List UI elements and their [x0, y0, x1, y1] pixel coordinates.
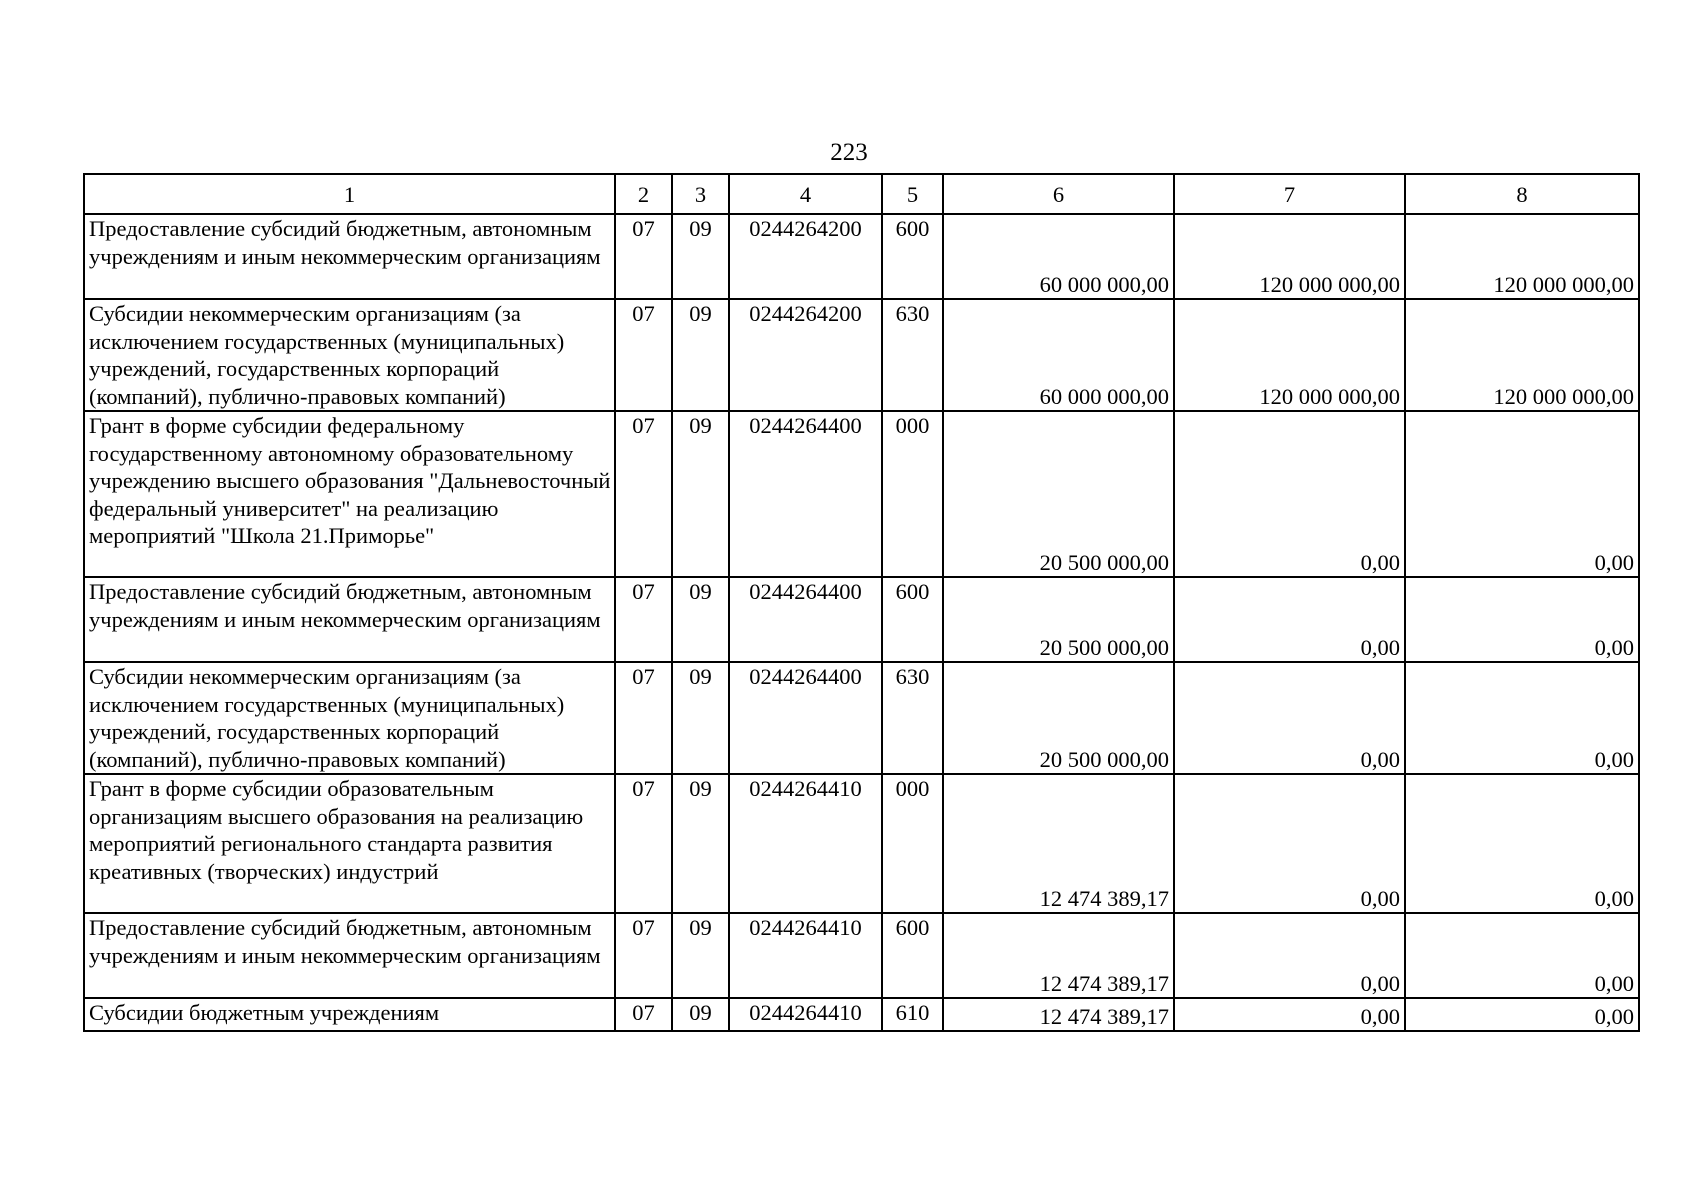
amount-col8: 0,00 — [1405, 577, 1639, 662]
target-code: 0244264200 — [729, 214, 882, 299]
column-header: 4 — [729, 174, 882, 214]
amount-col7: 0,00 — [1174, 577, 1405, 662]
row-name: Предоставление субсидий бюджетным, автономным учреждениям и иным некоммерческим организациям — [84, 577, 615, 662]
expense-type-code: 630 — [882, 662, 943, 774]
row-name: Субсидии некоммерческим организациям (за исключением государственных (муниципальных) учреждений, государственных корпораций (компаний), публично-правовых компаний) — [84, 662, 615, 774]
column-header: 3 — [672, 174, 729, 214]
amount-col7: 0,00 — [1174, 774, 1405, 913]
column-header: 1 — [84, 174, 615, 214]
table-row — [84, 299, 1639, 411]
column-header: 8 — [1405, 174, 1639, 214]
amount-col6: 60 000 000,00 — [943, 214, 1174, 299]
column-header: 7 — [1174, 174, 1405, 214]
target-code: 0244264400 — [729, 577, 882, 662]
table-row — [84, 214, 1639, 299]
target-code: 0244264400 — [729, 411, 882, 577]
table-row — [84, 913, 1639, 998]
amount-col6: 20 500 000,00 — [943, 577, 1174, 662]
amount-col7: 120 000 000,00 — [1174, 214, 1405, 299]
amount-col8: 0,00 — [1405, 913, 1639, 998]
amount-col8: 0,00 — [1405, 662, 1639, 774]
column-header: 5 — [882, 174, 943, 214]
section-code: 07 — [615, 577, 672, 662]
section-code: 07 — [615, 913, 672, 998]
amount-col8: 0,00 — [1405, 774, 1639, 913]
section-code: 07 — [615, 774, 672, 913]
amount-col7: 0,00 — [1174, 998, 1405, 1031]
amount-col6: 12 474 389,17 — [943, 774, 1174, 913]
amount-col6: 60 000 000,00 — [943, 299, 1174, 411]
budget-table — [83, 173, 1640, 1032]
expense-type-code: 600 — [882, 913, 943, 998]
amount-col6: 20 500 000,00 — [943, 411, 1174, 577]
section-code: 07 — [615, 299, 672, 411]
table-row — [84, 411, 1639, 577]
amount-col6: 12 474 389,17 — [943, 998, 1174, 1031]
subsection-code: 09 — [672, 913, 729, 998]
expense-type-code: 610 — [882, 998, 943, 1031]
row-name: Грант в форме субсидии образовательным организациям высшего образования на реализацию мероприятий регионального стандарта развития креативных (творческих) индустрий — [84, 774, 615, 913]
subsection-code: 09 — [672, 299, 729, 411]
table-row — [84, 774, 1639, 913]
page-number: 223 — [830, 139, 868, 166]
section-code: 07 — [615, 662, 672, 774]
amount-col7: 0,00 — [1174, 913, 1405, 998]
amount-col6: 20 500 000,00 — [943, 662, 1174, 774]
subsection-code: 09 — [672, 577, 729, 662]
amount-col7: 0,00 — [1174, 411, 1405, 577]
target-code: 0244264200 — [729, 299, 882, 411]
column-header: 6 — [943, 174, 1174, 214]
subsection-code: 09 — [672, 774, 729, 913]
expense-type-code: 600 — [882, 214, 943, 299]
target-code: 0244264410 — [729, 774, 882, 913]
amount-col8: 120 000 000,00 — [1405, 214, 1639, 299]
expense-type-code: 000 — [882, 411, 943, 577]
row-name: Предоставление субсидий бюджетным, автономным учреждениям и иным некоммерческим организациям — [84, 913, 615, 998]
section-code: 07 — [615, 998, 672, 1031]
amount-col7: 0,00 — [1174, 662, 1405, 774]
target-code: 0244264410 — [729, 998, 882, 1031]
expense-type-code: 600 — [882, 577, 943, 662]
table-row — [84, 662, 1639, 774]
section-code: 07 — [615, 214, 672, 299]
section-code: 07 — [615, 411, 672, 577]
header-row — [84, 174, 1639, 214]
amount-col8: 120 000 000,00 — [1405, 299, 1639, 411]
target-code: 0244264400 — [729, 662, 882, 774]
subsection-code: 09 — [672, 998, 729, 1031]
expense-type-code: 630 — [882, 299, 943, 411]
row-name: Субсидии некоммерческим организациям (за исключением государственных (муниципальных) учреждений, государственных корпораций (компаний), публично-правовых компаний) — [84, 299, 615, 411]
subsection-code: 09 — [672, 662, 729, 774]
table-row — [84, 577, 1639, 662]
subsection-code: 09 — [672, 411, 729, 577]
table-row — [84, 998, 1639, 1031]
amount-col8: 0,00 — [1405, 998, 1639, 1031]
target-code: 0244264410 — [729, 913, 882, 998]
expense-type-code: 000 — [882, 774, 943, 913]
row-name: Грант в форме субсидии федеральному государственному автономному образовательному учреждению высшего образования "Дальневосточный федеральный университет" на реализацию мероприятий "Школа 21.Приморье" — [84, 411, 615, 577]
row-name: Субсидии бюджетным учреждениям — [84, 998, 615, 1031]
subsection-code: 09 — [672, 214, 729, 299]
amount-col7: 120 000 000,00 — [1174, 299, 1405, 411]
amount-col6: 12 474 389,17 — [943, 913, 1174, 998]
column-header: 2 — [615, 174, 672, 214]
amount-col8: 0,00 — [1405, 411, 1639, 577]
row-name: Предоставление субсидий бюджетным, автономным учреждениям и иным некоммерческим организациям — [84, 214, 615, 299]
